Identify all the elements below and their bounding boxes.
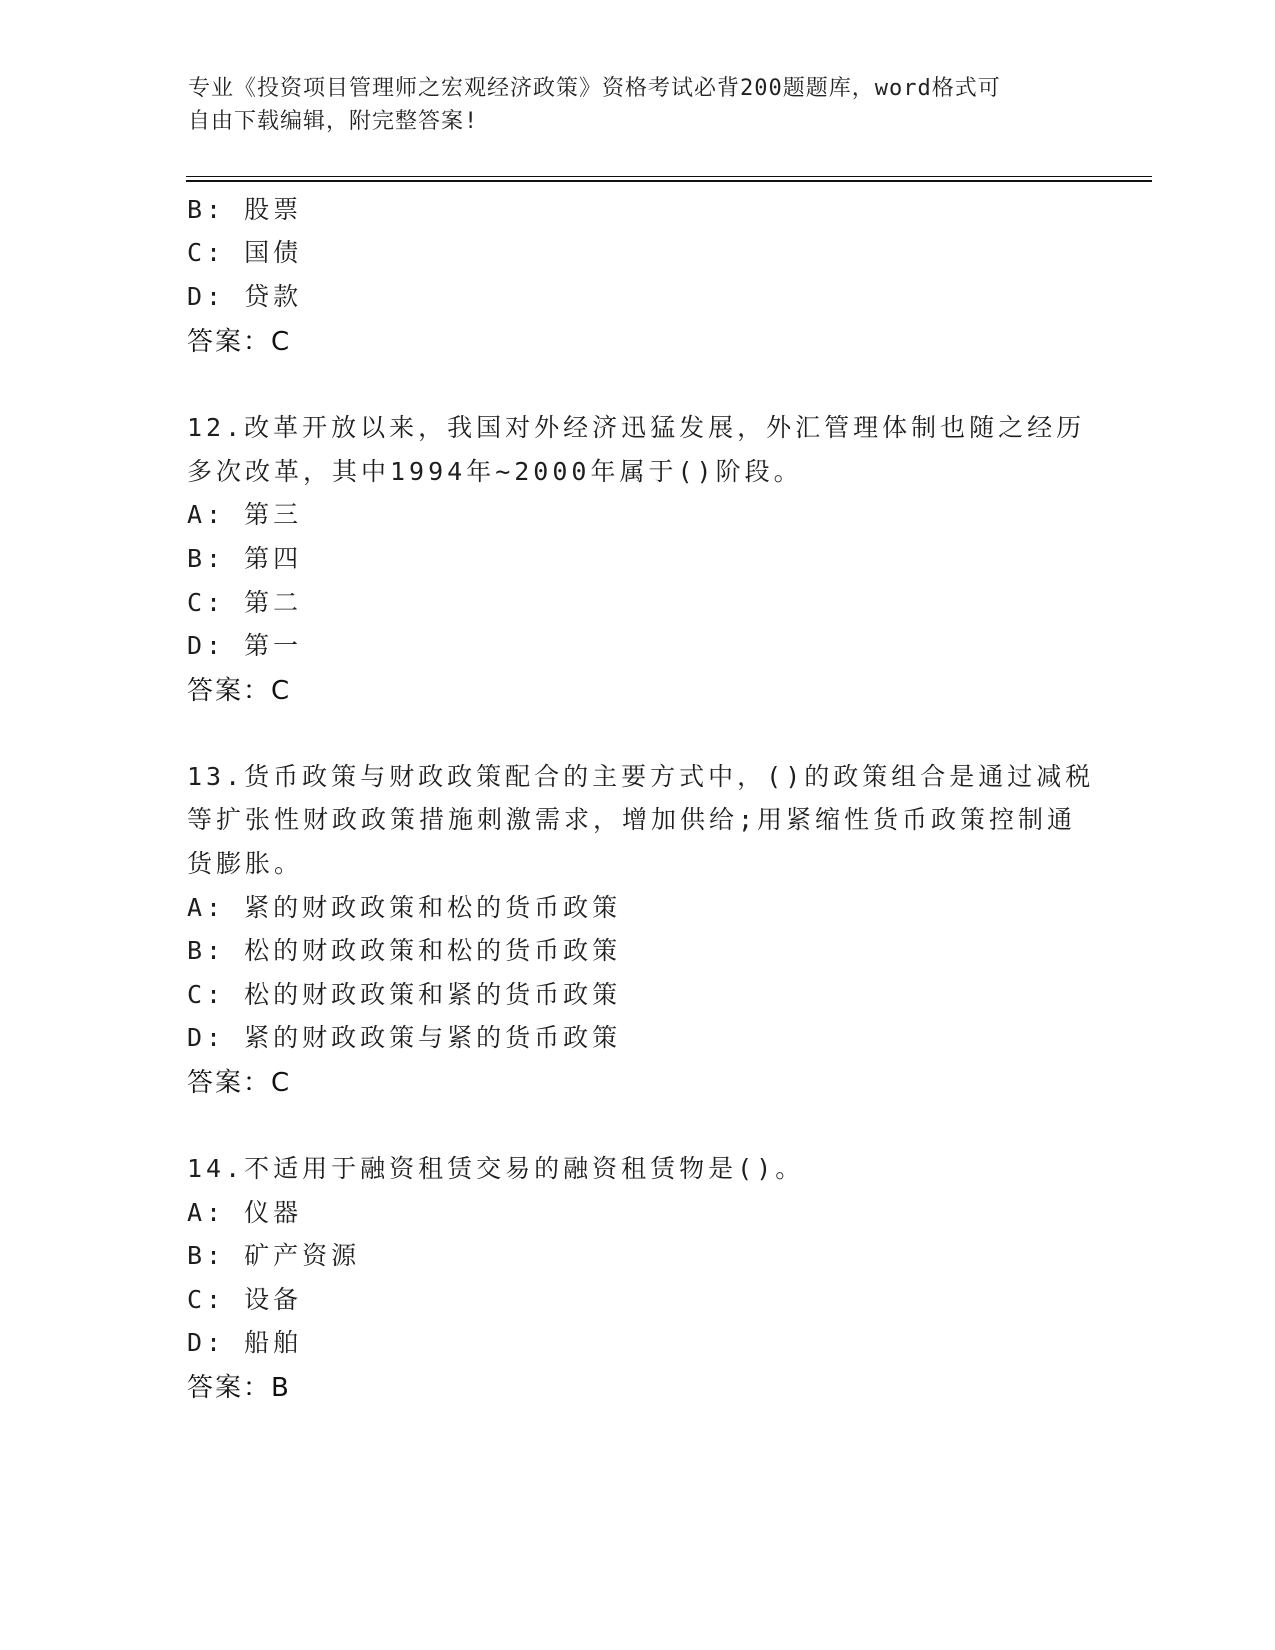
- q13-stem-line-3: 货膨胀。: [187, 849, 304, 878]
- q12-option-a: A: 第三: [187, 500, 303, 529]
- q13-stem-line-2: 等扩张性财政政策措施刺激需求，增加供给;用紧缩性货币政策控制通: [187, 805, 1077, 834]
- q11-option-b: B: 股票: [187, 195, 303, 224]
- header-divider-thick: [186, 180, 1152, 182]
- q12-option-d: D: 第一: [187, 631, 303, 660]
- q14-answer: 答案：B: [187, 1373, 291, 1403]
- q11-answer: 答案：C: [187, 327, 292, 357]
- q14-stem-line-1: 14.不适用于融资租赁交易的融资租赁物是()。: [187, 1154, 805, 1183]
- q12-answer: 答案：C: [187, 676, 292, 706]
- q11-option-d: D: 贷款: [187, 282, 303, 311]
- q13-answer: 答案：C: [187, 1068, 292, 1098]
- document-title: [188, 72, 1068, 138]
- title-line-1: 专业《投资项目管理师之宏观经济政策》资格考试必背200题题库，word格式可: [188, 76, 1001, 101]
- q12-stem-line-2: 多次改革，其中1994年~2000年属于()阶段。: [187, 457, 803, 486]
- q13-stem-line-1: 13.货币政策与财政政策配合的主要方式中，()的政策组合是通过减税: [187, 762, 1095, 791]
- q14-option-b: B: 矿产资源: [187, 1241, 361, 1270]
- q12-option-b: B: 第四: [187, 544, 303, 573]
- q14-option-a: A: 仪器: [187, 1198, 303, 1227]
- q14-option-d: D: 船舶: [187, 1328, 303, 1357]
- q12-stem-line-1: 12.改革开放以来，我国对外经济迅猛发展，外汇管理体制也随之经历: [187, 413, 1086, 442]
- q13-option-b: B: 松的财政政策和松的货币政策: [187, 936, 622, 965]
- q12-option-c: C: 第二: [187, 588, 303, 617]
- q11-option-c: C: 国债: [187, 238, 303, 267]
- title-line-2: 自由下载编辑，附完整答案!: [188, 109, 479, 134]
- q13-option-a: A: 紧的财政政策和松的货币政策: [187, 893, 622, 922]
- header-divider-thin: [186, 176, 1152, 177]
- q13-option-d: D: 紧的财政政策与紧的货币政策: [187, 1023, 622, 1052]
- q14-option-c: C: 设备: [187, 1285, 303, 1314]
- q13-option-c: C: 松的财政政策和紧的货币政策: [187, 980, 622, 1009]
